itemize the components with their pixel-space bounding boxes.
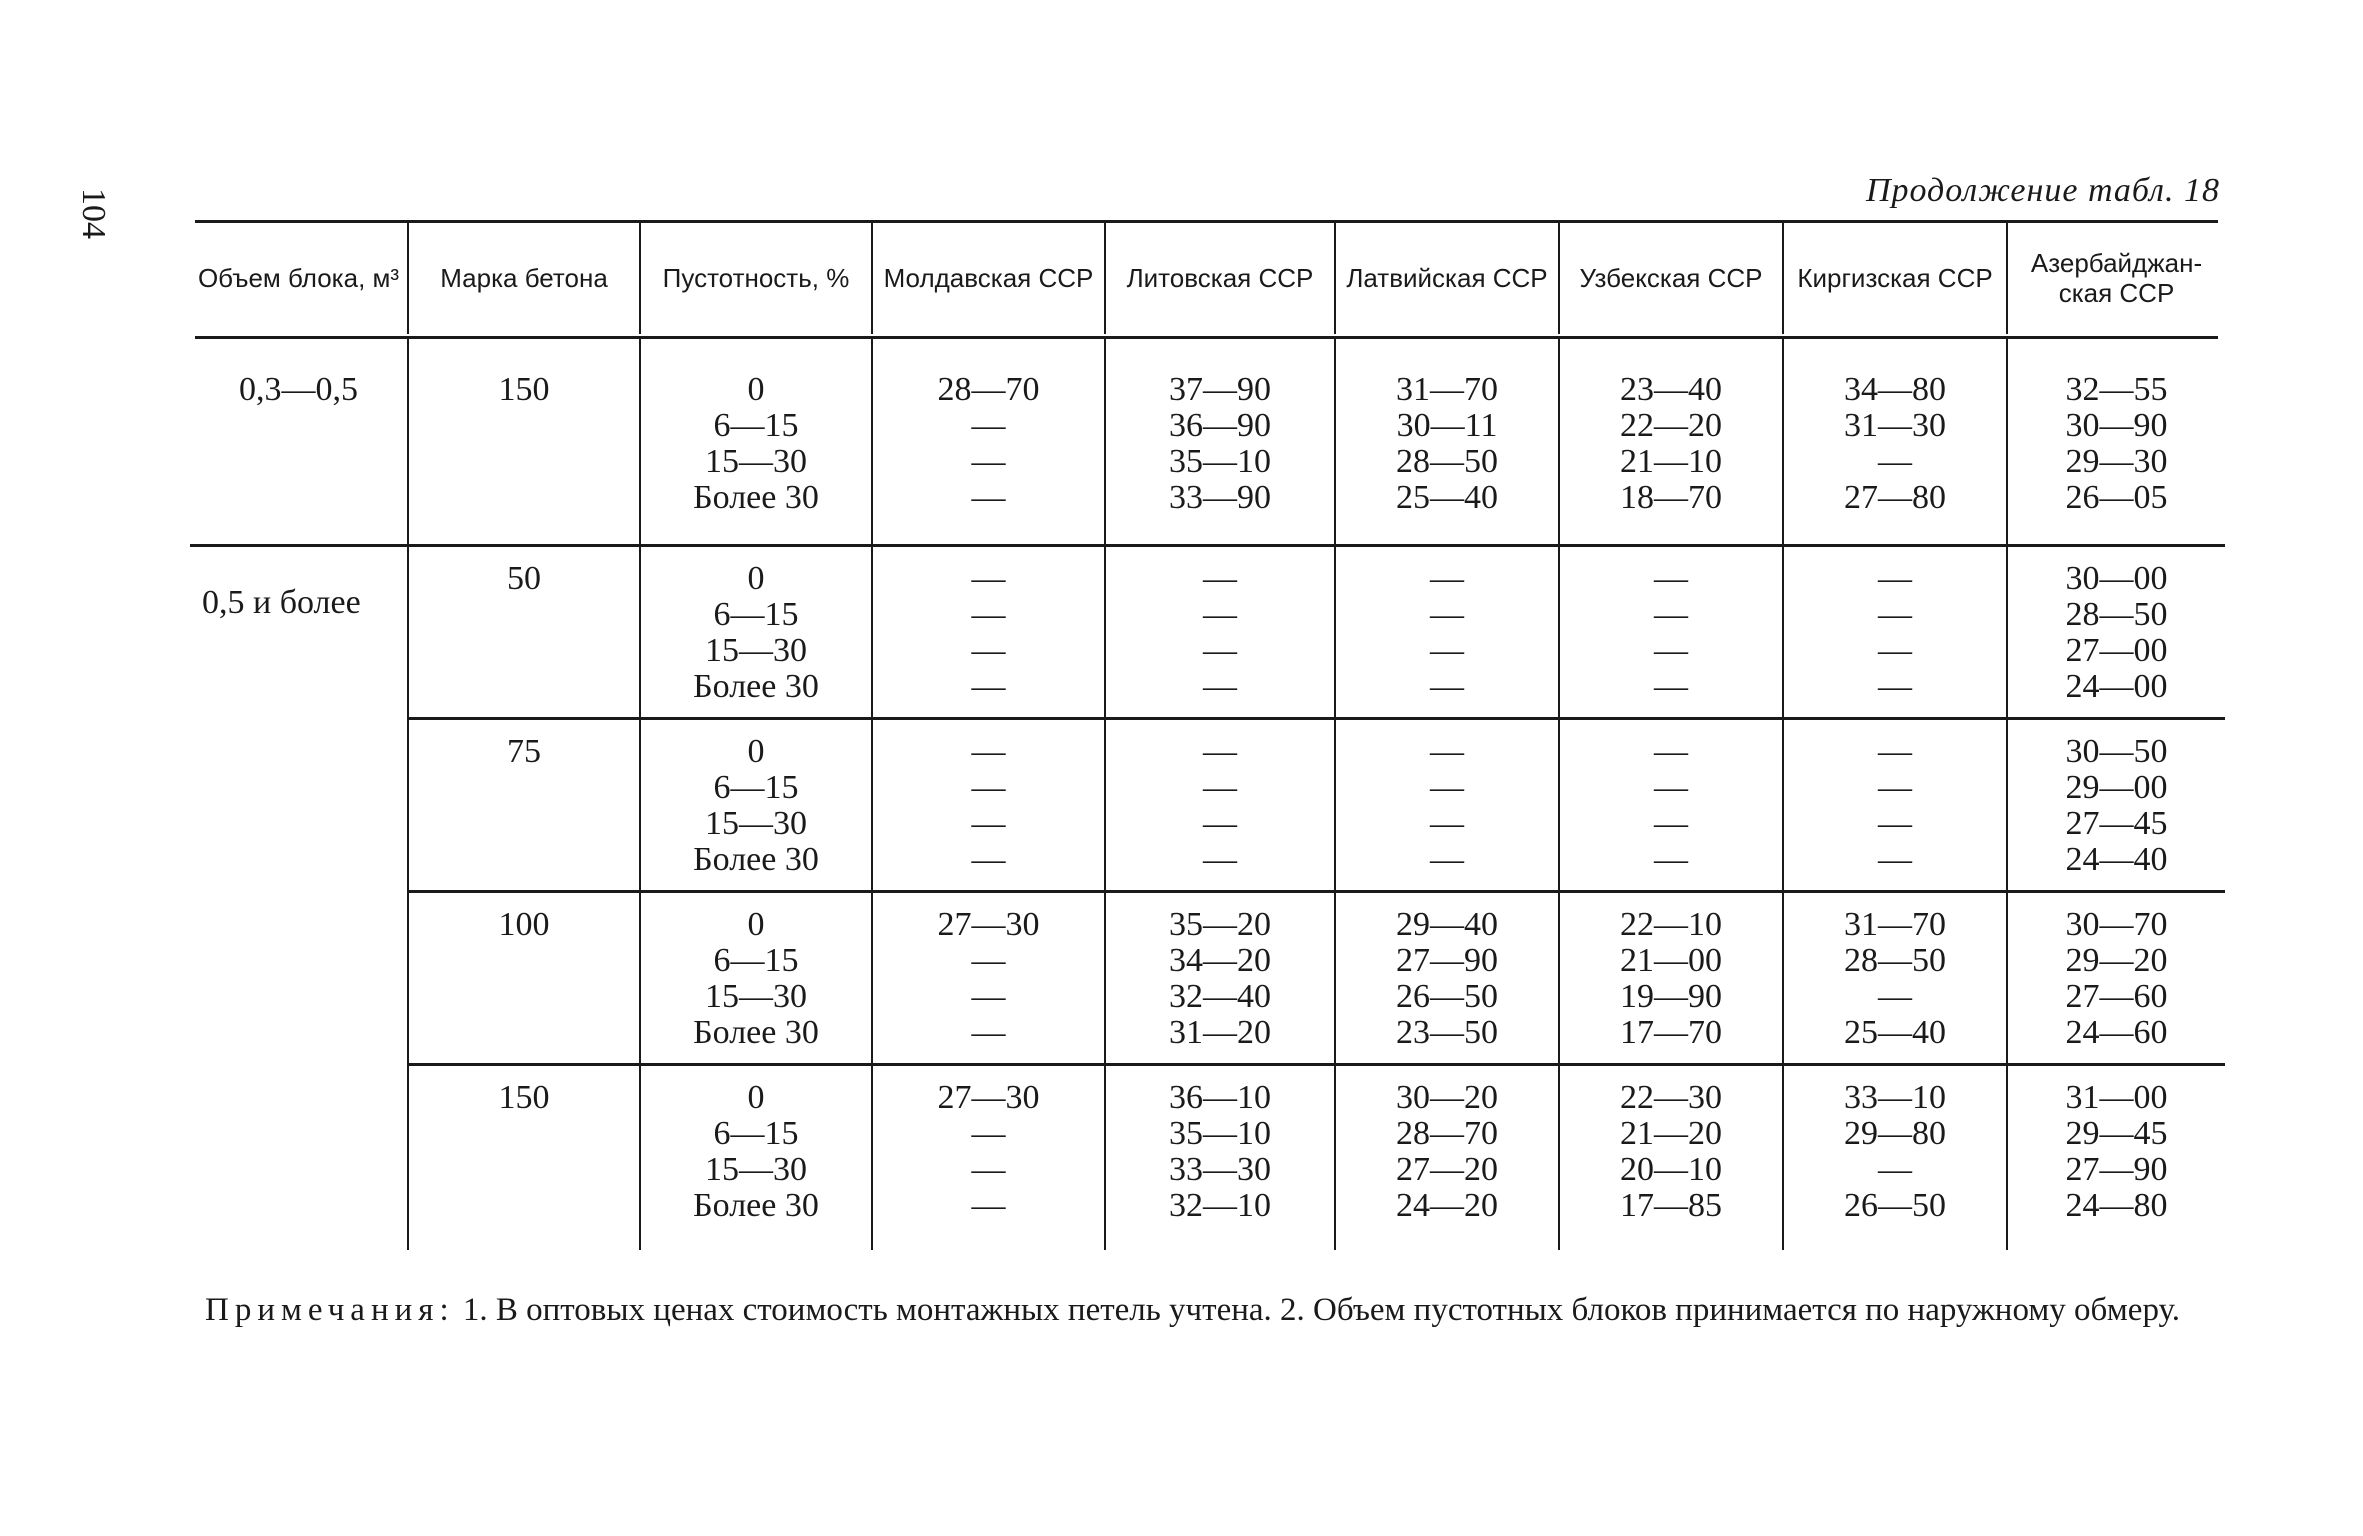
latvia-value: 25—40: [1396, 479, 1498, 516]
azerbaijan-value: 27—00: [2065, 632, 2168, 669]
latvia-value: 24—20: [1396, 1187, 1498, 1224]
header-lithuania: Литовская ССР: [1105, 222, 1335, 334]
uzbek-value: —: [1654, 805, 1688, 842]
latvia-value: 28—50: [1396, 443, 1498, 480]
moldova-value: —: [971, 841, 1006, 878]
uzbek-value: 18—70: [1620, 479, 1722, 516]
uzbek-value: —: [1654, 632, 1688, 669]
cell-lithuania: [1105, 546, 1335, 719]
cell-voids: [640, 892, 872, 1065]
latvia-value: 28—70: [1396, 1115, 1498, 1152]
grade-value: 75: [507, 733, 541, 770]
kyrgyz-value: 26—50: [1844, 1187, 1946, 1224]
uzbek-value: —: [1654, 769, 1688, 806]
azerbaijan-value: 31—00: [2065, 1079, 2168, 1116]
uzbek-value: —: [1654, 596, 1688, 633]
header-uzbek: Узбекская ССР: [1559, 222, 1783, 334]
lithuania-value: 31—20: [1169, 1014, 1271, 1051]
uzbek-value: 21—00: [1620, 942, 1722, 979]
uzbek-value: 22—10: [1620, 906, 1722, 943]
moldova-value: —: [971, 769, 1006, 806]
header-grade: Марка бетона: [408, 222, 640, 334]
kyrgyz-value: 29—80: [1844, 1115, 1946, 1152]
kyrgyz-value: 34—80: [1844, 371, 1946, 408]
azerbaijan-value: 28—50: [2065, 596, 2168, 633]
uzbek-value: 22—30: [1620, 1079, 1722, 1116]
uzbek-value: 21—10: [1620, 443, 1722, 480]
grade-value: 150: [498, 371, 550, 408]
voids-value: Более 30: [693, 1014, 819, 1051]
latvia-value: 26—50: [1396, 978, 1498, 1015]
table-header: [190, 222, 2225, 334]
cell-voids: [640, 546, 872, 719]
latvia-value: 31—70: [1396, 371, 1498, 408]
cell-latvia: [1335, 892, 1559, 1065]
table-row: [190, 892, 2225, 1065]
lithuania-value: 32—10: [1169, 1187, 1271, 1224]
azerbaijan-value: 30—90: [2065, 407, 2168, 444]
lithuania-value: —: [1203, 596, 1237, 633]
latvia-value: —: [1430, 560, 1464, 597]
header-kyrgyz: Киргизская ССР: [1783, 222, 2007, 334]
header-azerbaijan: Азербайджан-ская ССР: [2007, 222, 2225, 334]
uzbek-value: —: [1654, 668, 1688, 705]
uzbek-value: 17—85: [1620, 1187, 1722, 1224]
moldova-value: —: [971, 1187, 1006, 1224]
table-notes: [205, 1290, 2235, 1330]
moldova-value: 27—30: [937, 906, 1040, 943]
moldova-value: 28—70: [937, 371, 1040, 408]
latvia-value: —: [1430, 632, 1464, 669]
price-table: [190, 336, 2225, 1250]
azerbaijan-value: 29—20: [2065, 942, 2168, 979]
cell-moldova: [872, 1065, 1105, 1251]
cell-grade: [408, 1065, 640, 1251]
lithuania-value: 37—90: [1169, 371, 1271, 408]
moldova-value: —: [971, 668, 1006, 705]
lithuania-value: —: [1203, 769, 1237, 806]
lithuania-value: —: [1203, 632, 1237, 669]
cell-volume: [190, 546, 408, 719]
azerbaijan-value: 30—70: [2065, 906, 2168, 943]
cell-grade: [408, 546, 640, 719]
voids-value: Более 30: [693, 668, 819, 705]
kyrgyz-value: 27—80: [1844, 479, 1946, 516]
latvia-value: —: [1430, 668, 1464, 705]
notes-label: Примечания:: [205, 1292, 455, 1328]
cell-latvia: [1335, 1065, 1559, 1251]
cell-azerbaijan: [2007, 336, 2225, 546]
cell-volume: [190, 719, 408, 892]
cell-grade: [408, 892, 640, 1065]
cell-voids: [640, 336, 872, 546]
moldova-value: —: [971, 733, 1006, 770]
latvia-value: 30—20: [1396, 1079, 1498, 1116]
kyrgyz-value: —: [1878, 978, 1912, 1015]
moldova-value: —: [971, 407, 1006, 444]
cell-voids: [640, 719, 872, 892]
cell-grade: [408, 719, 640, 892]
lithuania-value: 36—90: [1169, 407, 1271, 444]
table-row: [190, 546, 2225, 719]
moldova-value: —: [971, 1151, 1006, 1188]
latvia-value: 23—50: [1396, 1014, 1498, 1051]
moldova-value: —: [971, 942, 1006, 979]
latvia-value: —: [1430, 733, 1464, 770]
voids-value: 6—15: [713, 769, 799, 806]
kyrgyz-value: —: [1878, 733, 1912, 770]
azerbaijan-value: 30—50: [2065, 733, 2168, 770]
uzbek-value: 17—70: [1620, 1014, 1722, 1051]
voids-value: 15—30: [705, 978, 807, 1015]
page-number: 104: [75, 188, 112, 239]
lithuania-value: —: [1203, 841, 1237, 878]
azerbaijan-value: 27—90: [2065, 1151, 2168, 1188]
latvia-value: 27—90: [1396, 942, 1498, 979]
lithuania-value: 32—40: [1169, 978, 1271, 1015]
cell-moldova: [872, 719, 1105, 892]
kyrgyz-value: 31—70: [1844, 906, 1946, 943]
cell-kyrgyz: [1783, 336, 2007, 546]
kyrgyz-value: 31—30: [1844, 407, 1946, 444]
latvia-value: 27—20: [1396, 1151, 1498, 1188]
lithuania-value: 34—20: [1169, 942, 1271, 979]
moldova-value: —: [971, 560, 1006, 597]
latvia-value: —: [1430, 841, 1464, 878]
voids-value: 0: [747, 906, 765, 943]
kyrgyz-value: 28—50: [1844, 942, 1946, 979]
voids-value: 6—15: [713, 596, 799, 633]
lithuania-value: 33—30: [1169, 1151, 1271, 1188]
azerbaijan-value: 30—00: [2065, 560, 2168, 597]
cell-uzbek: [1559, 546, 1783, 719]
kyrgyz-value: 33—10: [1844, 1079, 1946, 1116]
kyrgyz-value: —: [1878, 632, 1912, 669]
voids-value: 6—15: [713, 942, 799, 979]
azerbaijan-value: 24—00: [2065, 668, 2168, 705]
voids-value: 0: [747, 371, 765, 408]
uzbek-value: 23—40: [1620, 371, 1722, 408]
cell-lithuania: [1105, 719, 1335, 892]
voids-value: 15—30: [705, 805, 807, 842]
voids-value: 15—30: [705, 632, 807, 669]
grade-value: 50: [507, 560, 541, 597]
moldova-value: —: [971, 596, 1006, 633]
cell-kyrgyz: [1783, 719, 2007, 892]
voids-value: 15—30: [705, 1151, 807, 1188]
cell-lithuania: [1105, 336, 1335, 546]
cell-moldova: [872, 892, 1105, 1065]
kyrgyz-value: —: [1878, 560, 1912, 597]
latvia-value: —: [1430, 596, 1464, 633]
latvia-value: —: [1430, 769, 1464, 806]
cell-azerbaijan: [2007, 892, 2225, 1065]
lithuania-value: 35—10: [1169, 443, 1271, 480]
kyrgyz-value: —: [1878, 443, 1912, 480]
cell-latvia: [1335, 546, 1559, 719]
moldova-value: —: [971, 479, 1006, 516]
kyrgyz-value: —: [1878, 668, 1912, 705]
lithuania-value: —: [1203, 560, 1237, 597]
cell-uzbek: [1559, 1065, 1783, 1251]
cell-moldova: [872, 336, 1105, 546]
cell-uzbek: [1559, 336, 1783, 546]
table-row: [190, 719, 2225, 892]
cell-moldova: [872, 546, 1105, 719]
header-moldova: Молдавская ССР: [872, 222, 1105, 334]
moldova-value: —: [971, 978, 1006, 1015]
volume-value: 0,5 и более: [202, 584, 361, 621]
cell-azerbaijan: [2007, 546, 2225, 719]
azerbaijan-value: 24—40: [2065, 841, 2168, 878]
header-voids: Пустотность, %: [640, 222, 872, 334]
voids-value: 6—15: [713, 407, 799, 444]
notes-text: 1. В оптовых ценах стоимость монтажных петель учтена. 2. Объем пустотных блоков принимается по наружному обмеру.: [462, 1292, 2180, 1328]
moldova-value: —: [971, 443, 1006, 480]
cell-uzbek: [1559, 892, 1783, 1065]
latvia-value: —: [1430, 805, 1464, 842]
azerbaijan-value: 27—45: [2065, 805, 2168, 842]
table-continuation-caption: Продолжение табл. 18: [1865, 172, 2220, 209]
header-latvia: Латвийская ССР: [1335, 222, 1559, 334]
moldova-value: —: [971, 805, 1006, 842]
uzbek-value: —: [1654, 841, 1688, 878]
uzbek-value: 21—20: [1620, 1115, 1722, 1152]
cell-kyrgyz: [1783, 892, 2007, 1065]
cell-azerbaijan: [2007, 719, 2225, 892]
cell-latvia: [1335, 719, 1559, 892]
cell-volume: [190, 1065, 408, 1251]
volume-value: 0,3—0,5: [239, 371, 358, 408]
cell-kyrgyz: [1783, 546, 2007, 719]
kyrgyz-value: —: [1878, 596, 1912, 633]
cell-volume: [190, 892, 408, 1065]
voids-value: 0: [747, 733, 765, 770]
azerbaijan-value: 29—00: [2065, 769, 2168, 806]
azerbaijan-value: 32—55: [2065, 371, 2168, 408]
cell-volume: [190, 336, 408, 546]
uzbek-value: 22—20: [1620, 407, 1722, 444]
azerbaijan-value: 29—45: [2065, 1115, 2168, 1152]
lithuania-value: —: [1203, 805, 1237, 842]
uzbek-value: 19—90: [1620, 978, 1722, 1015]
lithuania-value: —: [1203, 668, 1237, 705]
cell-lithuania: [1105, 892, 1335, 1065]
header-volume: Объем блока, м³: [197, 263, 400, 293]
kyrgyz-value: 25—40: [1844, 1014, 1946, 1051]
lithuania-value: —: [1203, 733, 1237, 770]
voids-value: 0: [747, 560, 765, 597]
voids-value: Более 30: [693, 1187, 819, 1224]
moldova-value: —: [971, 1014, 1006, 1051]
latvia-value: 29—40: [1396, 906, 1498, 943]
cell-latvia: [1335, 336, 1559, 546]
table-row: [190, 1065, 2225, 1251]
voids-value: 0: [747, 1079, 765, 1116]
kyrgyz-value: —: [1878, 841, 1912, 878]
lithuania-value: 35—10: [1169, 1115, 1271, 1152]
azerbaijan-value: 26—05: [2065, 479, 2168, 516]
cell-voids: [640, 1065, 872, 1251]
voids-value: Более 30: [693, 841, 819, 878]
lithuania-value: 33—90: [1169, 479, 1271, 516]
kyrgyz-value: —: [1878, 805, 1912, 842]
cell-kyrgyz: [1783, 1065, 2007, 1251]
latvia-value: 30—11: [1396, 407, 1498, 444]
cell-grade: [408, 336, 640, 546]
grade-value: 150: [498, 1079, 550, 1116]
moldova-value: —: [971, 1115, 1006, 1152]
lithuania-value: 36—10: [1169, 1079, 1271, 1116]
uzbek-value: —: [1654, 733, 1688, 770]
voids-value: 6—15: [713, 1115, 799, 1152]
moldova-value: —: [971, 632, 1006, 669]
kyrgyz-value: —: [1878, 769, 1912, 806]
azerbaijan-value: 24—60: [2065, 1014, 2168, 1051]
azerbaijan-value: 24—80: [2065, 1187, 2168, 1224]
voids-value: Более 30: [693, 479, 819, 516]
lithuania-value: 35—20: [1169, 906, 1271, 943]
azerbaijan-value: 29—30: [2065, 443, 2168, 480]
azerbaijan-value: 27—60: [2065, 978, 2168, 1015]
cell-uzbek: [1559, 719, 1783, 892]
kyrgyz-value: —: [1878, 1151, 1912, 1188]
cell-lithuania: [1105, 1065, 1335, 1251]
uzbek-value: —: [1654, 560, 1688, 597]
grade-value: 100: [498, 906, 550, 943]
moldova-value: 27—30: [937, 1079, 1040, 1116]
uzbek-value: 20—10: [1620, 1151, 1722, 1188]
table-row: [190, 336, 2225, 546]
cell-azerbaijan: [2007, 1065, 2225, 1251]
voids-value: 15—30: [705, 443, 807, 480]
